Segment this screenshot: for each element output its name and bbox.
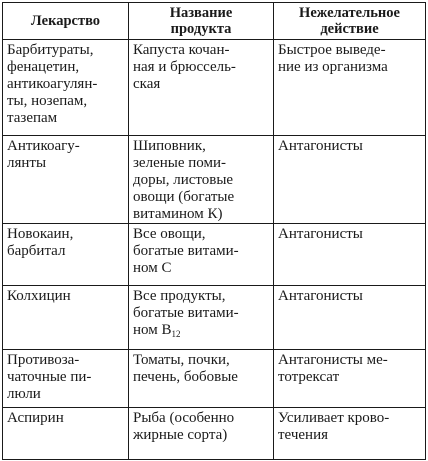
product-cell: Все овощи, богатые витами- ном С (129, 224, 274, 286)
table-row (3, 408, 426, 460)
effect-cell: Быстрое выведе- ние из организма (274, 40, 426, 136)
table-header-row (3, 3, 426, 40)
column-header-effect: Нежелательное действие (274, 3, 426, 40)
drug-food-interaction-table (2, 2, 426, 460)
table-row (3, 286, 426, 350)
drug-cell: Антикоагу- лянты (3, 136, 129, 224)
effect-cell: Антагонисты (274, 286, 426, 350)
vitamin-subscript: 12 (171, 329, 181, 339)
column-header-drug: Лекарство (3, 3, 129, 40)
table-row (3, 224, 426, 286)
drug-cell: Новокаин, барбитал (3, 224, 129, 286)
drug-food-interaction-table-container (2, 2, 425, 458)
effect-cell: Усиливает крово- течения (274, 408, 426, 460)
product-cell: Рыба (особенно жирные сорта) (129, 408, 274, 460)
table-row (3, 350, 426, 408)
product-text: Все продукты, богатые витами- ном В (133, 288, 239, 338)
effect-cell: Антагонисты (274, 224, 426, 286)
drug-cell: Барбитураты, фенацетин, антикоагулян- ты, нозепам, тазепам (3, 40, 129, 136)
product-cell: Шиповник, зеленые поми- доры, листовые овощи (богатые витамином К) (129, 136, 274, 224)
product-cell: Томаты, почки, печень, бобовые (129, 350, 274, 408)
column-header-product: Название продукта (129, 3, 274, 40)
table-row (3, 40, 426, 136)
product-cell (129, 286, 274, 350)
effect-cell: Антагонисты ме- тотрексат (274, 350, 426, 408)
table-row (3, 136, 426, 224)
drug-cell: Противоза- чаточные пи- люли (3, 350, 129, 408)
product-cell: Капуста кочан- ная и брюссель- ская (129, 40, 274, 136)
effect-cell: Антагонисты (274, 136, 426, 224)
drug-cell: Аспирин (3, 408, 129, 460)
drug-cell: Колхицин (3, 286, 129, 350)
